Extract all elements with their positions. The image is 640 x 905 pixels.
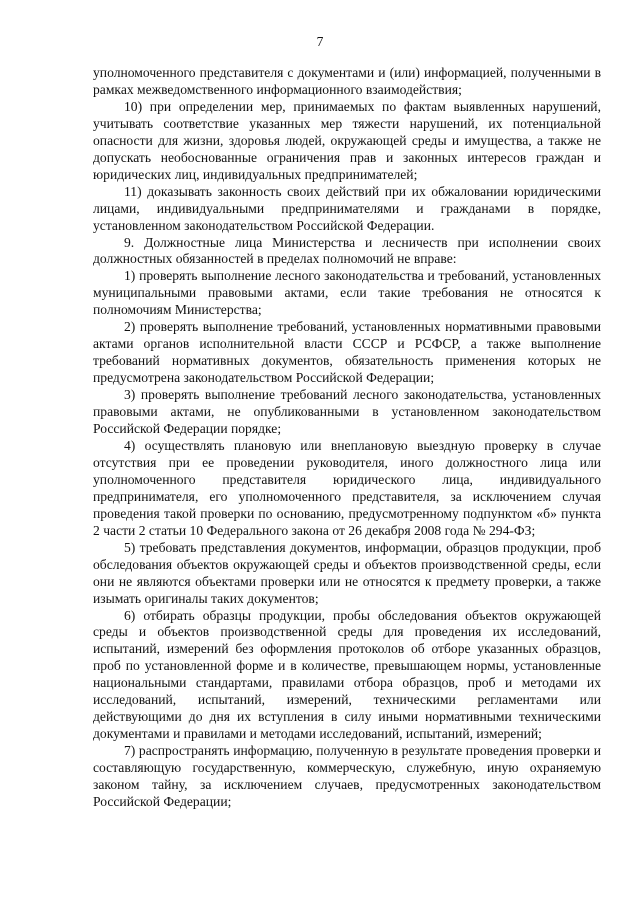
paragraph-continuation: уполномоченного представителя с документами и (или) информацией, полученными в рамках межведомственного информационного взаимодействия; bbox=[93, 65, 601, 97]
paragraph-item-7: 7) распространять информацию, полученную в результате проведения проверки и составляющую государственную, коммерческую, служебную, иную охраняемую законом тайну, за исключением случаев, предусмотренных законодательством Российской Федерации; bbox=[93, 743, 601, 809]
paragraph-item-2: 2) проверять выполнение требований, установленных нормативными правовыми актами органов исполнительной власти СССР и РСФСР, а также выполнение требований нормативных документов, обязательность применения которых не предусмотрена законодательством Российской Федерации; bbox=[93, 319, 601, 386]
paragraph-item-11: 11) доказывать законность своих действий при их обжаловании юридическими лицами, индивидуальными предпринимателями и гражданами в порядке, установленном законодательством Российской Федерации. bbox=[93, 183, 601, 233]
paragraph-item-6: 6) отбирать образцы продукции, пробы обследования объектов окружающей среды и объектов производственной среды для проведения их исследований, испытаний, измерений без оформления протоколов об отборе указанных образцов, проб по установленной форме и в количестве, превышающем нормы, установленные национальными стандартами, правилами отбора образцов, проб и методами их исследований, испытаний, измерений, техническими регламентами или действующими до дня их вступления в силу иными нормативными техническими документами и правилами и методами исследований, испытаний, измерений; bbox=[93, 607, 601, 742]
paragraph-section-9: 9. Должностные лица Министерства и лесничеств при исполнении своих должностных обязанностей в пределах полномочий не вправе: bbox=[93, 234, 601, 267]
page-number: 7 bbox=[316, 34, 324, 49]
paragraph-item-4: 4) осуществлять плановую или внеплановую выездную проверку в случае отсутствия при ее проведении руководителя, иного должностного лица или уполномоченного представителя юридического лица, индивидуального предпринимателя, его уполномоченного представителя, за исключением случая проведения такой проверки по основанию, предусмотренному подпунктом «б» пункта 2 части 2 статьи 10 Федерального закона от 26 декабря 2008 года № 294-ФЗ; bbox=[93, 437, 601, 538]
paragraph-item-10: 10) при определении мер, принимаемых по фактам выявленных нарушений, учитывать соответствие указанных мер тяжести нарушений, их потенциальной опасности для жизни, здоровья людей, окружающей среды и имущества, а также не допускать необоснованные ограничения прав и законных интересов граждан и юридических лиц, индивидуальных предпринимателей; bbox=[93, 98, 601, 182]
paragraph-item-1: 1) проверять выполнение лесного законодательства и требований, установленных муниципальными правовыми актами, если такие требования не относятся к полномочиям Министерства; bbox=[93, 268, 601, 318]
paragraph-item-5: 5) требовать представления документов, информации, образцов продукции, проб обследования объектов окружающей среды и объектов производственной среды, если они не являются объектами проверки или не относятся к предмету проверки, а также изымать оригиналы таких документов; bbox=[93, 539, 601, 606]
document-body bbox=[93, 65, 601, 811]
paragraph-item-3: 3) проверять выполнение требований лесного законодательства, установленных правовыми актами, не опубликованными в установленном законодательством Российской Федерации порядке; bbox=[93, 387, 601, 437]
